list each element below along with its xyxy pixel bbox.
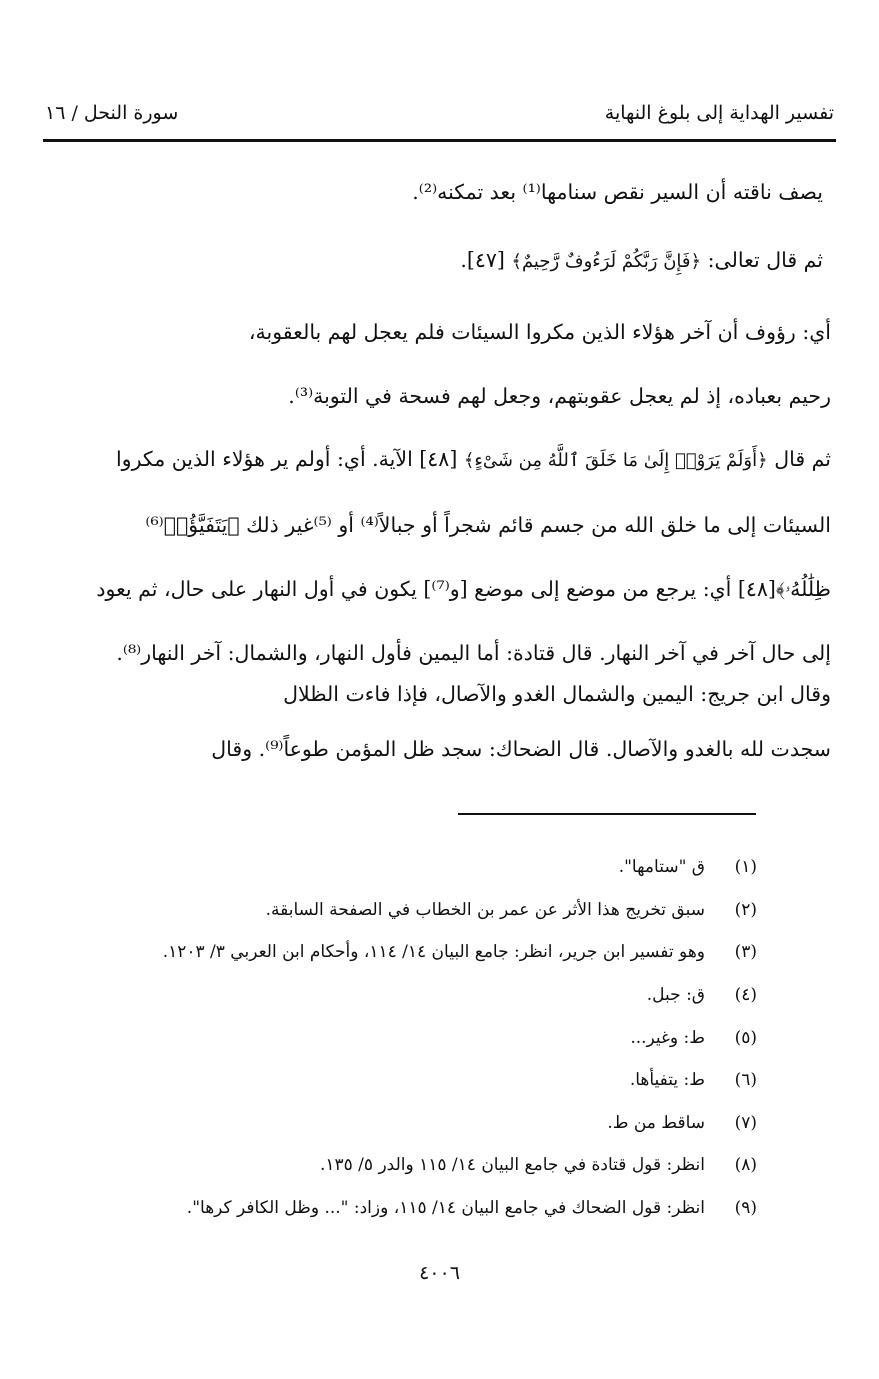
text-line: يصف ناقته أن السير نقص سنامها⁽¹⁾ بعد تمكنه⁽²⁾. [412, 180, 823, 204]
footnote-number: (٧) [734, 1112, 757, 1133]
text-line: رحيم بعباده، إذ لم يعجل عقوبتهم، وجعل لهم فسحة في التوبة⁽³⁾. [288, 384, 831, 408]
running-header [45, 95, 834, 131]
text-line: ظِلَٰلُهُۥ﴾[٤٨] أي: يرجع من موضع إلى موضع [و⁽⁷⁾] يكون في أول النهار على حال، ثم يعود [96, 577, 831, 601]
page-number: ٤٠٠٦ [419, 1262, 460, 1284]
paragraph-3 [48, 300, 831, 428]
paragraph-2 [460, 228, 823, 294]
footnote [40, 1144, 757, 1187]
text-line: أي: رؤوف أن آخر هؤلاء الذين مكروا السيئات فلم يعجل لهم بالعقوبة، [248, 320, 831, 344]
footnote-number: (٤) [734, 985, 757, 1006]
verse-number: [٤٧]. [460, 248, 505, 272]
text-line: سجدت لله بالغدو والآصال. قال الضحاك: سجد ظل المؤمن طوعاً⁽⁹⁾. وقال [211, 737, 831, 761]
header-divider [43, 139, 836, 142]
text-segment: ثم قال [774, 447, 831, 471]
footnote-text: انظر: قول الضحاك في جامع البيان ١٤/ ١١٥، وزاد: "... وظل الكافر كرها". [186, 1198, 705, 1219]
footnote-text: ق "ستامها". [618, 857, 705, 878]
text-line [460, 228, 823, 294]
text-segment: ثم قال تعالى: [707, 248, 823, 272]
footnote-text: ط: وغير... [630, 1027, 705, 1048]
text-line [48, 427, 831, 493]
footnote-text: سبق تخريج هذا الأثر عن عمر بن الخطاب في الصفحة السابقة. [265, 899, 705, 920]
footnote-number: (٩) [734, 1198, 757, 1219]
text-line: السيئات إلى ما خلق الله من جسم قائم شجراً أو جبالاً⁽⁴⁾ أو ⁽⁵⁾غير ذلك ﴿يَتَفَيَّؤُا۟⁽⁶⁾ [145, 513, 831, 537]
footnote-text: ق: جبل. [646, 985, 705, 1006]
footnote-divider [458, 813, 756, 815]
text-line: وقال ابن جريج: اليمين والشمال الغدو والآصال، فإذا فاءت الظلال [283, 682, 831, 706]
text-segment: [٤٨] الآية. أي: أولم ير هؤلاء الذين مكروا [115, 447, 458, 471]
paragraph-1 [412, 160, 823, 224]
footnote-number: (٥) [734, 1027, 757, 1048]
footnote-text: ط: يتفيأها. [629, 1070, 705, 1091]
quran-verse: ﴿أَوَلَمْ يَرَوْا۟ إِلَىٰ مَا خَلَقَ ٱللَّهُ مِن شَىْءٍ﴾ [463, 450, 768, 471]
footnote [40, 1102, 757, 1145]
footnote [40, 1187, 757, 1230]
footnote-number: (١) [734, 857, 757, 878]
footnote-text: وهو تفسير ابن جرير، انظر: جامع البيان ١٤/ ١١٤، وأحكام ابن العربي ٣/ ١٢٠٣. [162, 942, 705, 963]
paragraph-5 [48, 667, 831, 777]
quran-verse: ﴿فَإِنَّ رَبَّكُمْ لَرَءُوفٌ رَّحِيمٌ﴾ [511, 251, 702, 272]
footnote-text: انظر: قول قتادة في جامع البيان ١٤/ ١١٥ والدر ٥/ ١٣٥. [319, 1155, 705, 1176]
footnote-number: (٨) [734, 1155, 757, 1176]
footnote-number: (٦) [734, 1070, 757, 1091]
footnotes [40, 846, 757, 1229]
footnote-text: ساقط من ط. [607, 1112, 705, 1133]
book-title: تفسير الهداية إلى بلوغ النهاية [604, 102, 834, 124]
footnote-number: (٢) [734, 899, 757, 920]
footnote [40, 846, 757, 889]
footnote-number: (٣) [734, 942, 757, 963]
chapter-reference: سورة النحل / ١٦ [45, 102, 179, 124]
paragraph-4 [48, 427, 831, 685]
footnote [40, 1059, 757, 1102]
text-line: إلى حال آخر في آخر النهار. قال قتادة: أما اليمين فأول النهار، والشمال: آخر النهار⁽⁸⁾. [116, 641, 831, 665]
footnote [40, 931, 757, 974]
footnote [40, 1016, 757, 1059]
footnote [40, 889, 757, 932]
footnote [40, 974, 757, 1017]
